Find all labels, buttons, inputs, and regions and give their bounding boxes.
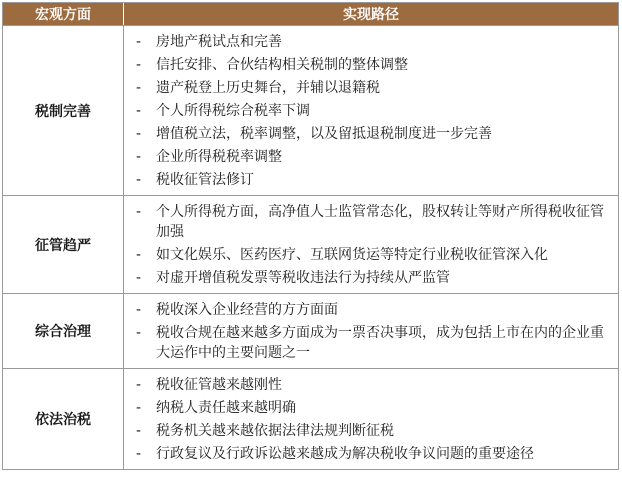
list-item — [136, 444, 608, 464]
table-row — [3, 26, 618, 196]
item-text: 对虚开增值税发票等税收违法行为持续从严监管 — [156, 270, 450, 286]
row-items — [124, 196, 618, 293]
bullet-dash: - — [136, 149, 142, 165]
row-items — [124, 294, 618, 368]
item-text: 企业所得税税率调整 — [156, 149, 282, 165]
bullet-dash: - — [136, 446, 142, 462]
item-text: 如文化娱乐、医药医疗、互联网货运等特定行业税收征管深入化 — [156, 247, 548, 263]
bullet-dash: - — [136, 270, 142, 286]
table-row — [3, 294, 618, 369]
item-text: 税收征管法修订 — [156, 172, 254, 188]
list-item — [136, 101, 608, 121]
bullet-dash: - — [136, 247, 142, 263]
list-item — [136, 32, 608, 52]
list-item — [136, 124, 608, 144]
item-text: 纳税人责任越来越明确 — [156, 400, 296, 416]
bullet-dash: - — [136, 377, 142, 393]
list-item — [136, 323, 608, 363]
table-header — [3, 3, 618, 26]
list-item — [136, 398, 608, 418]
list-item — [136, 245, 608, 265]
row-items — [124, 369, 618, 469]
item-text: 税收深入企业经营的方方面面 — [156, 302, 338, 318]
bullet-dash: - — [136, 126, 142, 142]
item-text: 个人所得税综合税率下调 — [156, 103, 310, 119]
list-item — [136, 421, 608, 441]
item-text: 遗产税登上历史舞台，并辅以退籍税 — [156, 80, 380, 96]
bullet-dash: - — [136, 204, 142, 220]
list-item — [136, 78, 608, 98]
list-item — [136, 300, 608, 320]
policy-table — [2, 2, 619, 470]
bullet-dash: - — [136, 172, 142, 188]
row-items — [124, 26, 618, 195]
table-row — [3, 196, 618, 294]
list-item — [136, 170, 608, 190]
bullet-dash: - — [136, 423, 142, 439]
bullet-dash: - — [136, 103, 142, 119]
bullet-dash: - — [136, 325, 142, 341]
item-text: 行政复议及行政诉讼越来越成为解决税收争议问题的重要途径 — [156, 446, 534, 462]
item-text: 个人所得税方面，高净值人士监管常态化，股权转让等财产所得税收征管加强 — [156, 204, 604, 240]
row-title: 依法治税 — [3, 369, 124, 469]
item-text: 房地产税试点和完善 — [156, 34, 282, 50]
item-text: 增值税立法，税率调整，以及留抵退税制度进一步完善 — [156, 126, 492, 142]
header-macro-aspect: 宏观方面 — [3, 3, 124, 25]
item-text: 税收征管越来越刚性 — [156, 377, 282, 393]
row-title: 综合治理 — [3, 294, 124, 368]
bullet-dash: - — [136, 57, 142, 73]
item-text: 信托安排、合伙结构相关税制的整体调整 — [156, 57, 408, 73]
table-row — [3, 369, 618, 469]
list-item — [136, 202, 608, 242]
bullet-dash: - — [136, 34, 142, 50]
list-item — [136, 55, 608, 75]
row-title: 税制完善 — [3, 26, 124, 195]
list-item — [136, 147, 608, 167]
row-title: 征管趋严 — [3, 196, 124, 293]
bullet-dash: - — [136, 80, 142, 96]
bullet-dash: - — [136, 302, 142, 318]
item-text: 税务机关越来越依据法律法规判断征税 — [156, 423, 394, 439]
bullet-dash: - — [136, 400, 142, 416]
list-item — [136, 375, 608, 395]
header-implementation-path: 实现路径 — [343, 7, 399, 23]
item-text: 税收合规在越来越多方面成为一票否决事项，成为包括上市在内的企业重大运作中的主要问题之一 — [156, 325, 604, 361]
list-item — [136, 268, 608, 288]
